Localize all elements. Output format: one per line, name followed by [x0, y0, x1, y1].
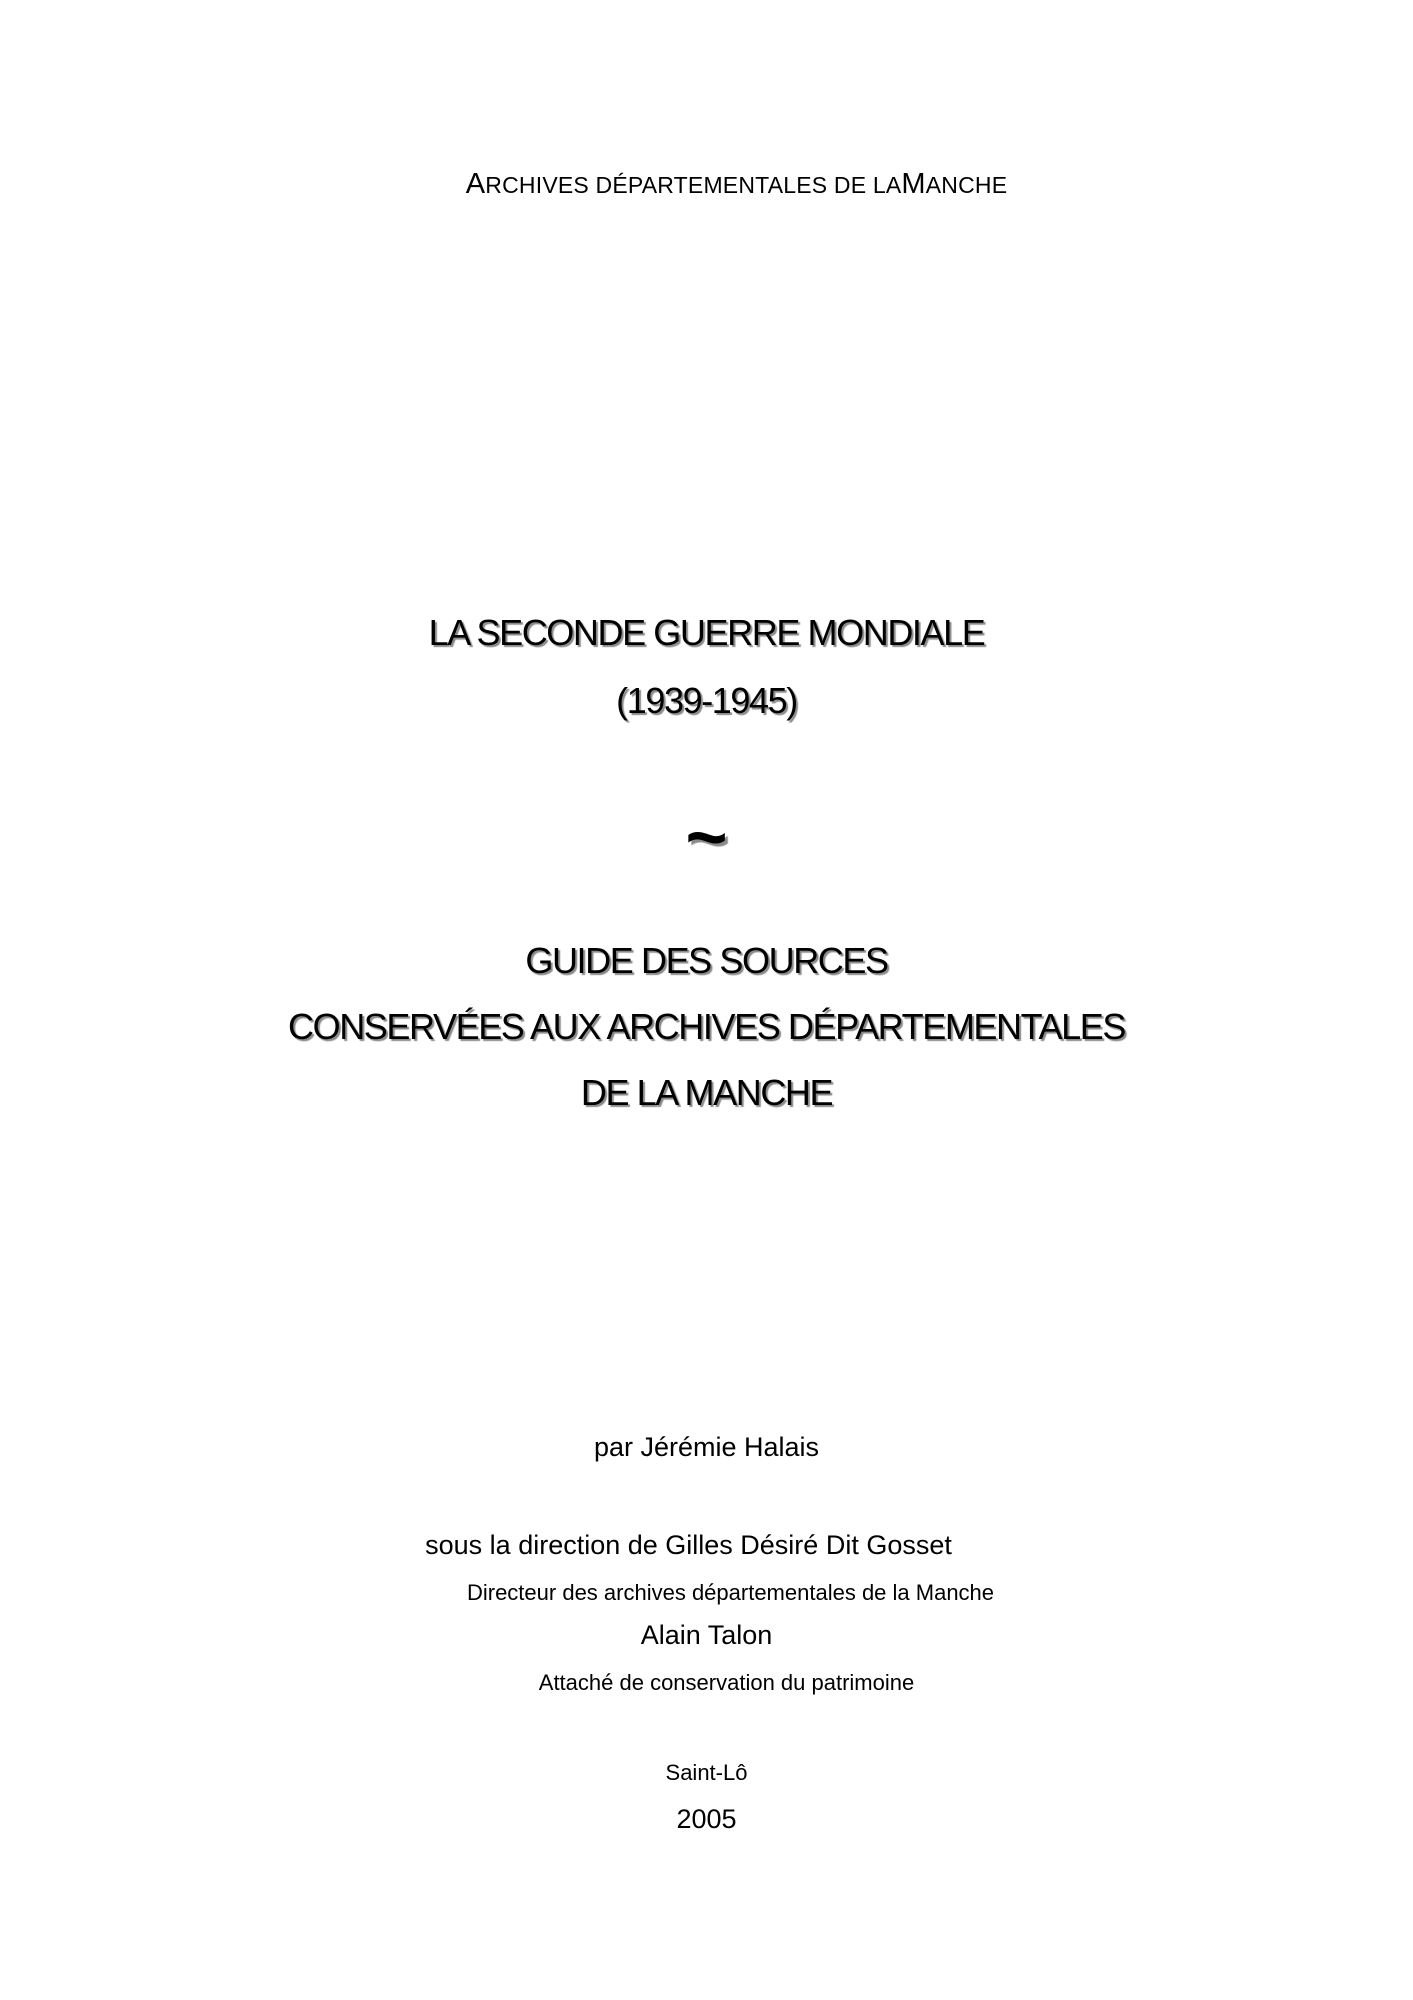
main-title: LA SECONDE GUERRE MONDIALE	[428, 612, 985, 653]
institution-header	[30, 168, 1413, 201]
assistant-role: Attaché de conservation du patrimoine	[538, 1670, 915, 1695]
header-initial-m: M	[901, 168, 926, 200]
subtitle-line-2: CONSERVÉES AUX ARCHIVES DÉPARTEMENTALES	[288, 1006, 1125, 1047]
assistant-credit: Alain Talon	[640, 1620, 773, 1650]
publication-year: 2005	[676, 1804, 737, 1834]
subtitle-line-1: GUIDE DES SOURCES	[525, 940, 888, 981]
main-title-dates: (1939-1945)	[616, 680, 797, 721]
header-text-part1: RCHIVES DÉPARTEMENTALES DE LA	[485, 172, 902, 198]
title-separator: ~	[685, 798, 728, 878]
director-role: Directeur des archives départementales de la Manche	[466, 1580, 995, 1605]
header-initial-a: A	[465, 168, 486, 200]
subtitle-line-3: DE LA MANCHE	[580, 1072, 833, 1113]
author-credit: par Jérémie Halais	[593, 1432, 820, 1462]
direction-credit: sous la direction de Gilles Désiré Dit Gosset	[425, 1530, 952, 1560]
header-text-part2: ANCHE	[925, 172, 1008, 198]
publication-place: Saint-Lô	[665, 1760, 748, 1785]
